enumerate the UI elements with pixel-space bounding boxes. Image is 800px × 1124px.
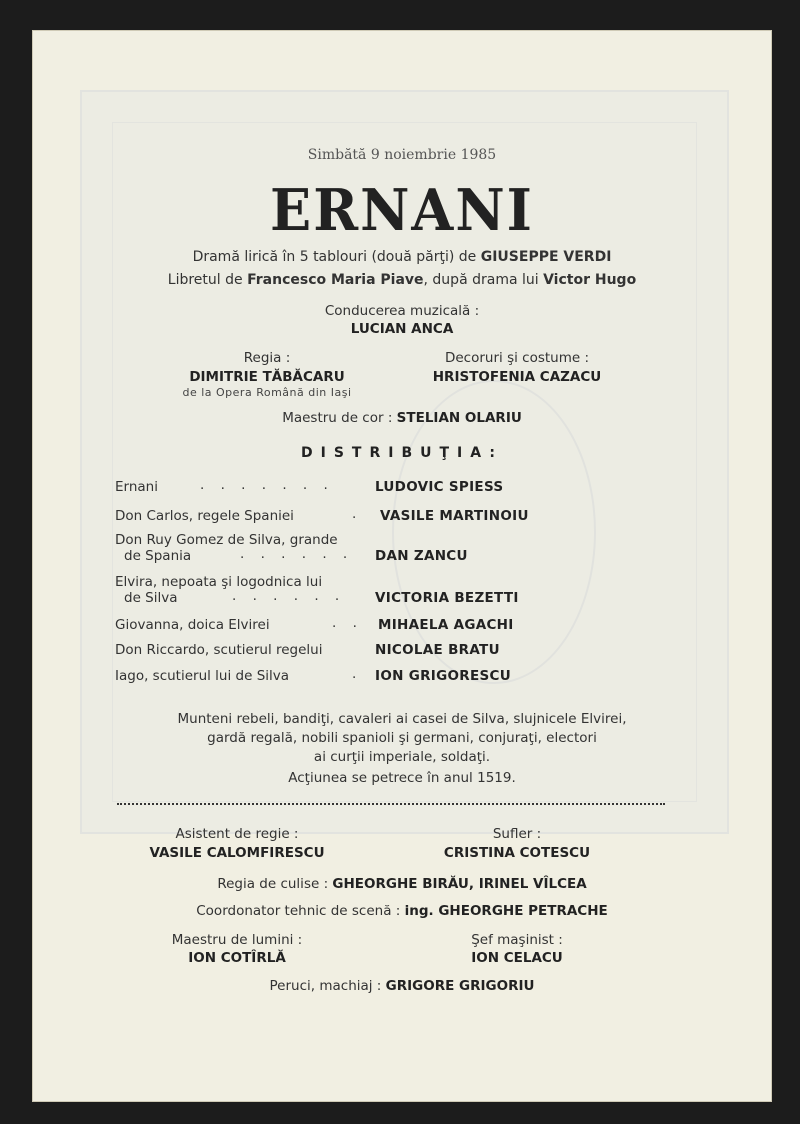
cast-role: Ernani: [115, 479, 158, 495]
technical-coordinator: Coordonator tehnic de scenă : ing. GHEORGHE PETRACHE: [196, 903, 608, 919]
cast-dots: . . . . . . .: [200, 477, 334, 493]
cast-actor: VICTORIA BEZETTI: [375, 590, 519, 606]
cast-actor: MIHAELA AGACHI: [378, 617, 514, 633]
cast-role: Iago, scutierul lui de Silva: [115, 668, 290, 684]
technical-coordinator-name: ing. GHEORGHE PETRACHE: [404, 903, 608, 919]
cast-role: Don Carlos, regele Spaniei: [115, 508, 294, 524]
cast-role: Don Ruy Gomez de Silva, grande: [115, 532, 338, 548]
cast-dots: . . . . . .: [232, 588, 346, 604]
cast-actor: DAN ZANCU: [375, 548, 468, 564]
cast-actor: NICOLAE BRATU: [375, 642, 500, 658]
design-label: Decoruri şi costume :: [444, 350, 590, 366]
performance-date: Simbătă 9 noiembrie 1985: [307, 147, 497, 163]
opera-title: ERNANI: [270, 176, 534, 244]
conductor-label: Conducerea muzicală :: [324, 303, 480, 319]
director-note: de la Opera Română din Iaşi: [182, 386, 352, 399]
cast-role-cont: de Silva: [124, 590, 178, 606]
machinist-label: Şef maşinist :: [471, 932, 563, 948]
composer-name: GIUSEPPE VERDI: [480, 249, 612, 265]
ensemble-line: ai curţii imperiale, soldaţi.: [313, 749, 491, 765]
stage-management-names: GHEORGHE BIRĂU, IRINEL VÎLCEA: [332, 876, 587, 892]
cast-role: Don Riccardo, scutierul regelui: [115, 642, 323, 658]
prompter-name: CRISTINA COTESCU: [443, 845, 591, 861]
conductor-name: LUCIAN ANCA: [350, 321, 454, 337]
cast-actor: LUDOVIC SPIESS: [375, 479, 504, 495]
assistant-director-name: VASILE CALOMFIRESCU: [149, 845, 325, 861]
chorus-master-name: STELIAN OLARIU: [396, 410, 522, 426]
assistant-director-label: Asistent de regie :: [175, 826, 299, 842]
author-name: Victor Hugo: [543, 272, 637, 288]
cast-role-cont: de Spania: [124, 548, 192, 564]
cast-dots: .: [352, 666, 363, 682]
program-sheet: [32, 30, 772, 1102]
director-label: Regia :: [243, 350, 291, 366]
cast-dots: . . . . . .: [240, 546, 354, 562]
cast-actor: VASILE MARTINOIU: [380, 508, 529, 524]
cast-role: Giovanna, doica Elvirei: [115, 617, 270, 633]
stage-management: Regia de culise : GHEORGHE BIRĂU, IRINEL VÎLCEA: [217, 876, 587, 892]
makeup: Peruci, machiaj : GRIGORE GRIGORIU: [269, 978, 535, 994]
design-name: HRISTOFENIA CAZACU: [432, 369, 602, 385]
lighting-label: Maestru de lumini :: [171, 932, 303, 948]
makeup-name: GRIGORE GRIGORIU: [385, 978, 535, 994]
setting-note: Acţiunea se petrece în anul 1519.: [288, 770, 516, 786]
prompter-label: Sufler :: [492, 826, 542, 842]
subtitle-line-1: Dramă lirică în 5 tablouri (două părţi) de GIUSEPPE VERDI: [192, 249, 612, 265]
librettist-name: Francesco Maria Piave: [247, 272, 424, 288]
cast-heading: DISTRIBUŢIA:: [301, 445, 503, 461]
cast-actor: ION GRIGORESCU: [375, 668, 511, 684]
section-divider: [117, 803, 665, 805]
lighting-name: ION COTÎRLĂ: [188, 950, 286, 966]
ensemble-line: Munteni rebeli, bandiţi, cavaleri ai casei de Silva, slujnicele Elvirei,: [177, 711, 627, 727]
director-name: DIMITRIE TĂBĂCARU: [189, 369, 345, 385]
cast-role: Elvira, nepoata şi logodnica lui: [115, 574, 323, 590]
chorus-master: Maestru de cor : STELIAN OLARIU: [282, 410, 522, 426]
machinist-name: ION CELACU: [471, 950, 563, 966]
cast-dots: . .: [332, 615, 363, 631]
cast-dots: .: [352, 506, 363, 522]
ensemble-line: gardă regală, nobili spanioli şi germani, conjuraţi, electori: [207, 730, 597, 746]
subtitle-line-2: Libretul de Francesco Maria Piave, după drama lui Victor Hugo: [167, 272, 637, 288]
